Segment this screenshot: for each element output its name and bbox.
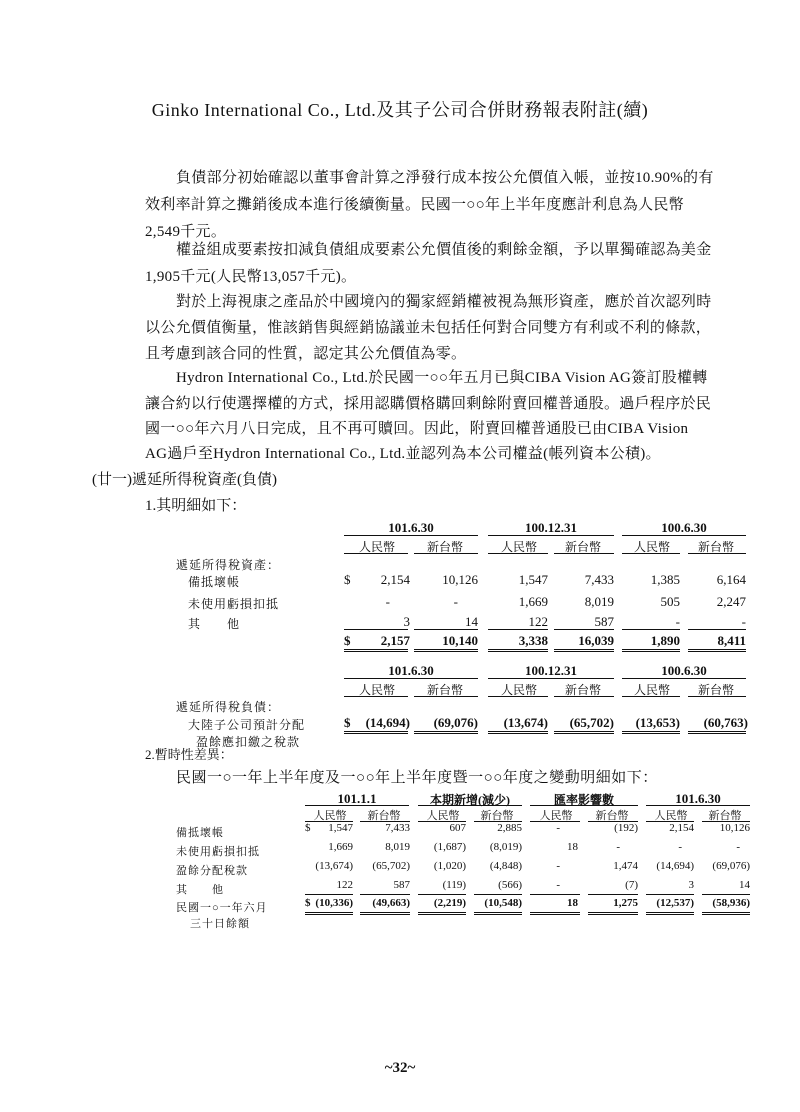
column-header: 新台幣 (697, 540, 734, 554)
period-header: 101.6.30 (388, 520, 434, 535)
table-cell: 1,385 (650, 572, 680, 587)
total-cell: (2,219) (433, 897, 466, 909)
total-cell: (58,936) (712, 897, 750, 909)
period-header: 100.12.31 (525, 663, 577, 678)
row-label: 盈餘分配稅款 (176, 865, 248, 877)
row-label: 備抵壞帳 (188, 575, 241, 589)
table-cell: 6,164 (716, 572, 746, 587)
total-cell: (12,537) (656, 897, 694, 909)
currency-symbol: $ (344, 715, 351, 730)
table-cell: 7,433 (385, 822, 410, 834)
column-header: 人民幣 (313, 810, 347, 822)
total-cell: 18 (567, 897, 578, 909)
period-header: 100.6.30 (661, 520, 707, 535)
row-label: 備抵壞帳 (176, 827, 224, 839)
paragraph-line: 1,905千元(人民幣13,057千元)。 (145, 269, 357, 285)
subsection-title: 1.其明細如下： (145, 498, 247, 514)
row-label: 盈餘應扣繳之稅款 (196, 735, 301, 749)
period-header: 本期新增(減少) (430, 793, 510, 807)
table-cell: 14 (465, 614, 478, 629)
column-header: 人民幣 (654, 810, 688, 822)
table-intro: 民國一○一年上半年度及一○○年上半年度暨一○○年度之變動明細如下： (176, 770, 658, 786)
table-cell: - (741, 614, 746, 629)
total-cell: 2,157 (380, 633, 410, 648)
table-cell: 8,019 (584, 594, 614, 609)
table-cell: 14 (739, 879, 750, 891)
table-cell: 3 (403, 614, 410, 629)
table-cell: (14,694) (656, 860, 694, 872)
column-header: 新台幣 (426, 683, 463, 697)
table-cell: 3 (688, 879, 694, 891)
paragraph-line: 讓合約以行使選擇權的方式，採用認購價格購回剩餘附賣回權普通股。過戶程序於民 (145, 396, 712, 412)
table-cell: (65,702) (372, 860, 410, 872)
table-cell: (119) (442, 879, 466, 891)
table-cell: 1,547 (328, 822, 353, 834)
table-cell: (1,687) (433, 841, 466, 853)
column-header: 新台幣 (564, 540, 601, 554)
table-cell: - (453, 594, 458, 609)
table-cell: (192) (614, 822, 638, 834)
column-header: 人民幣 (633, 683, 670, 697)
table-cell: (4,848) (489, 860, 522, 872)
row-label: 未使用虧損扣抵 (176, 846, 260, 858)
paragraph-line: 負債部分初始確認以董事會計算之淨發行成本按公允價值入帳，並按10.90%的有 (176, 170, 714, 186)
row-label: 未使用虧損扣抵 (188, 597, 280, 611)
total-cell: 1,890 (650, 633, 680, 648)
table-cell: 1,474 (613, 860, 638, 872)
period-header: 匯率影響數 (553, 793, 614, 807)
period-header: 100.12.31 (525, 520, 577, 535)
total-cell: (49,663) (372, 897, 410, 909)
table-cell: (69,076) (433, 715, 478, 730)
currency-symbol: $ (305, 822, 311, 834)
column-header: 人民幣 (426, 810, 460, 822)
column-header: 新台幣 (564, 683, 601, 697)
table-cell: 8,019 (385, 841, 410, 853)
table-cell: (1,020) (433, 860, 466, 872)
column-header: 新台幣 (426, 540, 463, 554)
period-header: 101.1.1 (337, 791, 377, 806)
total-cell: 1,275 (613, 897, 638, 909)
paragraph-line: 國一○○年六月八日完成，且不再可贖回。因此，附賣回權普通股已由CIBA Vision (145, 421, 689, 437)
column-header: 新台幣 (697, 683, 734, 697)
column-header: 人民幣 (633, 540, 670, 554)
table-cell: - (616, 841, 620, 853)
group-label: 遞延所得稅負債： (176, 700, 281, 714)
currency-symbol: $ (305, 897, 311, 909)
column-header: 人民幣 (500, 540, 537, 554)
column-header: 人民幣 (358, 683, 395, 697)
total-cell: (10,548) (484, 897, 522, 909)
period-header: 101.6.30 (388, 663, 434, 678)
table-cell: 122 (336, 879, 353, 891)
total-cell: (10,336) (315, 897, 353, 909)
paragraph-line: 2,549千元。 (145, 224, 227, 240)
currency-symbol: $ (344, 633, 351, 648)
group-label: 遞延所得稅資產： (176, 558, 281, 572)
table-cell: 7,433 (584, 572, 614, 587)
row-label: 三十日餘額 (190, 918, 250, 930)
table-cell: 18 (567, 841, 578, 853)
row-label: 大陸子公司預計分配 (188, 718, 306, 732)
table-cell: (13,653) (635, 715, 680, 730)
table-cell: - (556, 822, 560, 834)
page-number: ~32~ (384, 1060, 416, 1076)
table-cell: - (556, 860, 560, 872)
table-cell: (13,674) (503, 715, 548, 730)
total-cell: 10,140 (442, 633, 478, 648)
column-header: 人民幣 (539, 810, 573, 822)
table-cell: 2,154 (669, 822, 694, 834)
total-cell: 8,411 (717, 633, 746, 648)
table-cell: 10,126 (719, 822, 750, 834)
table-cell: 2,885 (497, 822, 522, 834)
table-cell: 2,154 (380, 572, 410, 587)
table-cell: (60,763) (703, 715, 748, 730)
table-cell: - (675, 614, 680, 629)
table-cell: 122 (528, 614, 548, 629)
paragraph-line: 權益組成要素按扣減負債組成要素公允價值後的剩餘金額，予以單獨確認為美金 (176, 242, 712, 258)
paragraph-line: 以公允價值衡量，惟該銷售與經銷協議並未包括任何對合同雙方有利或不利的條款， (145, 320, 712, 336)
table-cell: (65,702) (569, 715, 614, 730)
period-header: 100.6.30 (661, 663, 707, 678)
table-cell: (13,674) (315, 860, 353, 872)
paragraph-line: AG過戶至Hydron International Co., Ltd.並認列為本公司權益(帳列資本公積)。 (145, 446, 661, 462)
total-cell: 16,039 (578, 633, 614, 648)
section-title: (廿一)遞延所得稅資產(負債) (92, 472, 277, 488)
row-label: 其 他 (176, 884, 224, 896)
column-header: 人民幣 (500, 683, 537, 697)
subsection-title: 2.暫時性差異： (145, 747, 233, 762)
table-cell: 1,669 (328, 841, 353, 853)
table-cell: (69,076) (712, 860, 750, 872)
table-cell: 505 (660, 594, 680, 609)
table-cell: 1,547 (518, 572, 548, 587)
table-cell: - (385, 594, 390, 609)
table-cell: 587 (393, 879, 410, 891)
column-header: 新台幣 (708, 810, 742, 822)
paragraph-line: 效利率計算之攤銷後成本進行後續衡量。民國一○○年上半年度應計利息為人民幣 (145, 197, 684, 213)
table-cell: - (556, 879, 560, 891)
column-header: 新台幣 (480, 810, 514, 822)
currency-symbol: $ (344, 572, 351, 587)
table-cell: (8,019) (489, 841, 522, 853)
table-cell: 607 (449, 822, 466, 834)
table-cell: 10,126 (442, 572, 478, 587)
table-cell: 1,669 (518, 594, 548, 609)
column-header: 新台幣 (595, 810, 629, 822)
page-header-title: Ginko International Co., Ltd.及其子公司合併財務報表附註(續) (151, 100, 649, 120)
table-cell: - (678, 841, 682, 853)
column-header: 人民幣 (358, 540, 395, 554)
column-header: 新台幣 (367, 810, 401, 822)
period-header: 101.6.30 (675, 791, 721, 806)
paragraph-line: Hydron International Co., Ltd.於民國一○○年五月已與CIBA Vision AG簽訂股權轉 (176, 370, 708, 386)
table-cell: (7) (625, 879, 638, 891)
paragraph-line: 對於上海視康之產品於中國境內的獨家經銷權被視為無形資產，應於首次認列時 (176, 294, 712, 310)
row-label: 民國一○一年六月 (176, 902, 268, 914)
table-cell: (566) (498, 879, 522, 891)
table-cell: - (736, 841, 740, 853)
total-cell: 3,338 (518, 633, 548, 648)
table-cell: 2,247 (716, 594, 746, 609)
table-cell: 587 (594, 614, 614, 629)
row-label: 其 他 (188, 617, 241, 631)
table-cell: (14,694) (365, 715, 410, 730)
paragraph-line: 且考慮到該合同的性質，認定其公允價值為零。 (145, 346, 467, 362)
